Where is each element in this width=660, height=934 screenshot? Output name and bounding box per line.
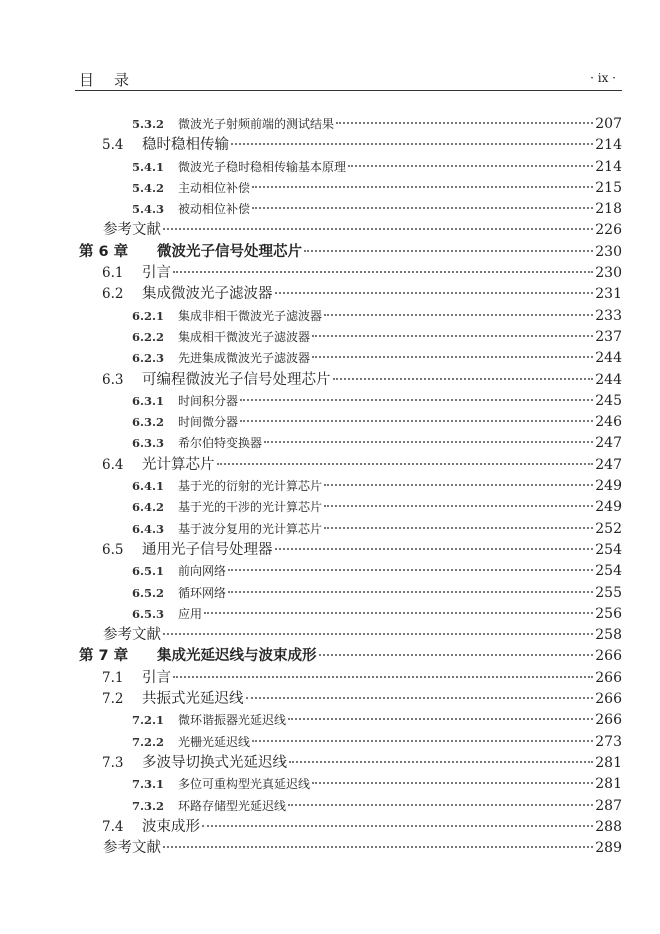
toc-entry-page: 249 [595, 499, 622, 516]
dot-leader [304, 250, 593, 252]
toc-entry-chapter[interactable] [75, 242, 622, 263]
toc-entry-page: 266 [595, 669, 622, 686]
toc-entry-page: 249 [595, 478, 622, 495]
toc-entry-number: 7.3 [102, 754, 124, 771]
toc-entry-number: 5.4.2 [132, 180, 165, 195]
toc-entry-page: 266 [595, 691, 622, 708]
toc-entry-number: 6.2.2 [132, 329, 165, 344]
toc-entry-page: 252 [595, 520, 622, 537]
toc-entry-sub[interactable] [75, 519, 622, 540]
toc-entry-sub[interactable] [75, 433, 622, 454]
toc-entry-sub[interactable] [75, 732, 622, 753]
toc-entry-section[interactable] [75, 135, 622, 156]
dot-leader [231, 143, 593, 145]
toc-entry-page: 244 [595, 371, 622, 388]
dot-leader [312, 356, 593, 358]
dot-leader [173, 676, 593, 678]
toc-entry-sub[interactable] [75, 348, 622, 369]
toc-entry-page: 214 [595, 158, 622, 175]
toc-entry-title: 集成光延迟线与波束成形 [157, 648, 317, 665]
dot-leader [228, 569, 593, 571]
dot-leader [252, 740, 593, 742]
toc-entry-page: 281 [595, 776, 622, 793]
toc-entry-page: 246 [595, 414, 622, 431]
toc-entry-page: 231 [595, 286, 622, 303]
toc-entry-title: 光栅光延迟线 [178, 734, 251, 749]
toc-entry-section[interactable] [75, 817, 622, 838]
toc-entry-number: 6.2.3 [132, 351, 165, 366]
toc-entry-title: 应用 [178, 606, 203, 621]
toc-entry-page: 281 [595, 754, 622, 771]
toc-entry-sub[interactable] [75, 561, 622, 582]
toc-entry-number: 7.2.2 [132, 734, 165, 749]
toc-entry-page: 233 [595, 307, 622, 324]
toc-entry-title: 多波导切换式光延迟线 [142, 754, 287, 771]
toc-entry-number: 6.4 [102, 456, 124, 473]
toc-entry-title: 时间积分器 [178, 393, 239, 408]
toc-entry-number: 第 6 章 [79, 243, 129, 260]
dot-leader [319, 654, 594, 656]
toc-entry-title: 微波光子信号处理芯片 [157, 243, 302, 260]
toc-entry-title: 微波光子稳时稳相传输基本原理 [178, 159, 347, 174]
toc-entry-page: 230 [595, 265, 622, 282]
toc-entry-title: 共振式光延迟线 [142, 691, 244, 708]
dot-leader [252, 207, 593, 209]
toc-entry-number: 6.2.1 [132, 308, 165, 323]
toc-entry-page: 247 [595, 456, 622, 473]
toc-entry-page: 230 [595, 243, 622, 260]
toc-entry-number: 7.1 [102, 669, 124, 686]
toc-entry-section[interactable] [75, 753, 622, 774]
toc-entry-number: 6.4.1 [132, 479, 165, 494]
toc-entry-page: 214 [595, 137, 622, 154]
toc-entry-title: 多位可重构型光真延迟线 [178, 777, 311, 792]
toc-entry-number: 6.5.2 [132, 585, 165, 600]
dot-leader [275, 292, 594, 294]
dot-leader [202, 825, 593, 827]
toc-entry-title: 被动相位补偿 [178, 202, 251, 217]
toc-entry-sub[interactable] [75, 327, 622, 348]
toc-entry-title: 主动相位补偿 [178, 180, 251, 195]
toc-entry-page: 215 [595, 179, 622, 196]
toc-entry-page: 273 [595, 733, 622, 750]
toc-entry-title: 集成微波光子滤波器 [142, 286, 273, 303]
toc-entry-number: 6.3.3 [132, 436, 165, 451]
toc-entry-number: 7.3.1 [132, 777, 165, 792]
toc-entry-title: 集成非相干微波光子滤波器 [178, 308, 323, 323]
toc-entry-section[interactable] [75, 263, 622, 284]
toc-entry-section[interactable] [75, 668, 622, 689]
dot-leader [246, 697, 594, 699]
toc-entry-number: 6.4.2 [132, 500, 165, 515]
toc-entry-number: 7.2.1 [132, 713, 165, 728]
dot-leader [240, 399, 593, 401]
toc-entry-title: 参考文献 [103, 627, 161, 644]
toc-entry-page: 287 [595, 797, 622, 814]
toc-entry-title: 光计算芯片 [142, 456, 215, 473]
dot-leader [204, 612, 593, 614]
toc-entry-number: 7.2 [102, 691, 124, 708]
toc-entry-number: 6.1 [102, 265, 124, 282]
toc-entry-sub[interactable] [75, 710, 622, 731]
dot-leader [288, 804, 593, 806]
toc-entry-page: 288 [595, 818, 622, 835]
toc-entry-title: 环路存储型光延迟线 [178, 798, 287, 813]
toc-entry-title: 微环谐振器光延迟线 [178, 713, 287, 728]
toc-entry-sub[interactable] [75, 774, 622, 795]
toc-entry-page: 237 [595, 328, 622, 345]
page-number: · ix · [590, 71, 616, 85]
dot-leader [173, 271, 593, 273]
toc-entry-sub[interactable] [75, 306, 622, 327]
toc-entry-chapter[interactable] [75, 646, 622, 667]
toc-entry-sub[interactable] [75, 604, 622, 625]
toc-entry-page: 226 [595, 222, 622, 239]
toc-entry-sub[interactable] [75, 412, 622, 433]
toc-entry-title: 时间微分器 [178, 415, 239, 430]
toc-entry-title: 引言 [142, 265, 171, 282]
dot-leader [288, 718, 593, 720]
toc-entry-number: 5.4 [102, 137, 124, 154]
toc-entry-page: 207 [595, 116, 622, 132]
toc-entry-title: 基于光的衍射的光计算芯片 [178, 479, 323, 494]
toc-entry-title: 集成相干微波光子滤波器 [178, 329, 311, 344]
table-of-contents [75, 114, 622, 859]
toc-entry-title: 通用光子信号处理器 [142, 541, 273, 558]
dot-leader [324, 314, 593, 316]
toc-entry-page: 266 [595, 648, 622, 665]
header-title: 目录 [79, 71, 150, 89]
dot-leader [163, 633, 593, 635]
toc-entry-page: 245 [595, 392, 622, 409]
toc-entry-number: 7.4 [102, 818, 124, 835]
toc-entry-number: 5.4.3 [132, 202, 165, 217]
toc-entry-number: 6.5.1 [132, 564, 165, 579]
toc-entry-ref[interactable] [75, 838, 622, 859]
dot-leader [275, 548, 594, 550]
toc-entry-ref[interactable] [75, 220, 622, 241]
toc-entry-page: 289 [595, 840, 622, 857]
toc-entry-title: 基于光的干涉的光计算芯片 [178, 500, 323, 515]
toc-entry-number: 第 7 章 [79, 648, 129, 665]
toc-entry-title: 可编程微波光子信号处理芯片 [142, 371, 331, 388]
dot-leader [312, 335, 593, 337]
toc-entry-number: 6.3 [102, 371, 124, 388]
toc-entry-number: 5.4.1 [132, 159, 165, 174]
dot-leader [252, 186, 593, 188]
toc-entry-number: 6.2 [102, 286, 124, 303]
dot-leader [264, 441, 593, 443]
toc-entry-number: 6.3.2 [132, 415, 165, 430]
toc-entry-page: 244 [595, 350, 622, 367]
toc-entry-sub[interactable] [75, 199, 622, 220]
toc-entry-section[interactable] [75, 689, 622, 710]
dot-leader [163, 228, 593, 230]
toc-entry-section[interactable] [75, 540, 622, 561]
toc-entry-section[interactable] [75, 284, 622, 305]
dot-leader [240, 420, 593, 422]
toc-entry-sub[interactable] [75, 796, 622, 817]
toc-entry-page: 254 [595, 563, 622, 580]
dot-leader [217, 463, 594, 465]
toc-entry-title: 微波光子射频前端的测试结果 [178, 117, 335, 131]
toc-entry-sub[interactable] [75, 583, 622, 604]
toc-entry-number: 6.5 [102, 541, 124, 558]
dot-leader [163, 846, 593, 848]
toc-entry-number: 7.3.2 [132, 798, 165, 813]
toc-entry-title: 前向网络 [178, 564, 227, 579]
toc-entry-number: 6.3.1 [132, 393, 165, 408]
toc-entry-title: 先进集成微波光子滤波器 [178, 351, 311, 366]
dot-leader [336, 122, 593, 124]
dot-leader [289, 761, 593, 763]
toc-entry-page: 255 [595, 584, 622, 601]
toc-entry-page: 266 [595, 712, 622, 729]
toc-entry-sub[interactable] [75, 157, 622, 178]
toc-entry-page: 258 [595, 627, 622, 644]
dot-leader [324, 505, 593, 507]
toc-entry-page: 218 [595, 201, 622, 218]
toc-entry-section[interactable] [75, 455, 622, 476]
toc-entry-title: 引言 [142, 669, 171, 686]
toc-entry-page: 247 [595, 435, 622, 452]
toc-entry-ref[interactable] [75, 625, 622, 646]
toc-entry-page: 254 [595, 541, 622, 558]
toc-entry-page: 256 [595, 605, 622, 622]
dot-leader [333, 378, 594, 380]
toc-entry-sub[interactable] [75, 391, 622, 412]
toc-entry-sub[interactable] [75, 114, 622, 135]
toc-entry-sub[interactable] [75, 497, 622, 518]
toc-entry-sub[interactable] [75, 476, 622, 497]
toc-entry-number: 6.5.3 [132, 606, 165, 621]
dot-leader [228, 591, 593, 593]
toc-entry-number: 5.3.2 [132, 117, 165, 131]
dot-leader [312, 782, 593, 784]
toc-entry-title: 循环网络 [178, 585, 227, 600]
dot-leader [324, 484, 593, 486]
toc-entry-title: 稳时稳相传输 [142, 137, 229, 154]
toc-entry-sub[interactable] [75, 178, 622, 199]
dot-leader [348, 165, 593, 167]
toc-entry-section[interactable] [75, 370, 622, 391]
toc-entry-title: 希尔伯特变换器 [178, 436, 263, 451]
toc-entry-title: 波束成形 [142, 818, 200, 835]
toc-entry-title: 参考文献 [103, 840, 161, 857]
toc-entry-title: 参考文献 [103, 222, 161, 239]
toc-entry-number: 6.4.3 [132, 521, 165, 536]
toc-entry-title: 基于波分复用的光计算芯片 [178, 521, 323, 536]
dot-leader [324, 527, 593, 529]
running-header [75, 68, 622, 91]
